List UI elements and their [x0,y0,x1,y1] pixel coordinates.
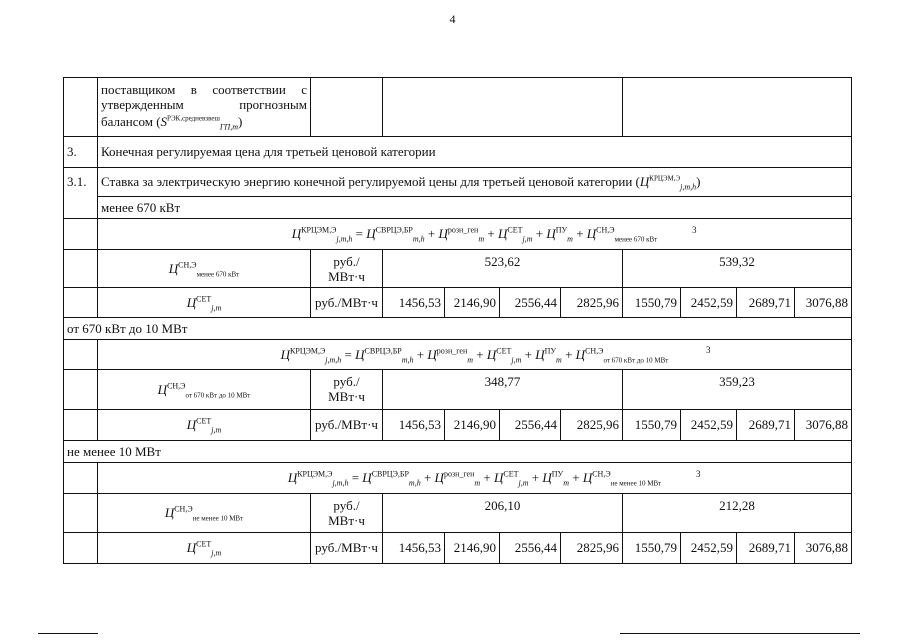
f-sup: СВРЦЭ,БР [375,225,413,235]
set-value: 2146,90 [444,288,499,317]
set-value: 1456,53 [382,533,444,563]
f-sub: j,m [211,548,222,558]
group-title: от 670 кВт до 10 МВт [67,320,188,336]
page-number: 4 [449,12,456,26]
f-sym: Ц [186,540,197,555]
desc-line: утвержденным прогнозным [101,97,307,112]
f-sub: от 670 кВт до 10 МВт [603,356,669,365]
f-sub: j,m,h [336,234,353,244]
f-plus: + [572,470,580,485]
section-number: 3. [67,144,77,159]
section-3-row [64,136,851,167]
formula-row [64,218,851,249]
f-sup: ПУ [544,346,557,356]
f-sym: Ц [355,346,365,362]
sn-rate-symbol [97,494,310,532]
f-sup: СЕТ [196,539,212,549]
unit-line: руб./ [333,254,360,269]
unit-line: МВт·ч [328,513,365,528]
f-sup: розн_ген [447,225,479,235]
f-sym: Ц [157,381,168,397]
f-sub: m,h [408,478,421,488]
unit-cell [310,78,382,136]
num-cell [64,533,97,563]
f-plus: + [416,346,425,362]
set-value: 1456,53 [382,288,444,317]
f-sub: не менее 10 МВт [610,479,662,488]
set-rate-row [64,409,851,440]
set-value: 1550,79 [622,410,680,440]
f-plus: + [524,346,532,362]
f-sub: j,m [211,303,222,313]
set-value: 1550,79 [622,533,680,563]
sn-value-2: 539,32 [622,250,851,287]
f-sym: Ц [582,470,593,485]
f-sym: Ц [168,260,179,276]
price-symbol [640,174,696,190]
f-plus: + [535,226,544,241]
formula-expression [281,347,669,363]
scan-edge-line [620,633,860,634]
formula [97,340,851,369]
f-sym: Ц [542,470,552,485]
num-cell [64,410,97,440]
f-sub: менее 670 кВт [614,235,658,244]
f-sym: Ц [366,226,376,241]
set-value: 2825,96 [560,533,622,563]
set-value: 3076,88 [794,533,851,563]
group-title: менее 670 кВт [98,196,851,219]
f-plus: + [483,470,491,485]
title-text: Ставка за электрическую энергию конечной регулируемой цены для третьей ценовой категории ( [101,174,640,189]
f-sub: m [563,478,569,488]
unit-line: МВт·ч [328,389,365,404]
f-sym: Ц [486,346,497,362]
f-sup: СЕТ [196,416,212,426]
f-plus: + [423,470,432,485]
f-sub: m [467,355,474,365]
section-3-1-title [98,168,851,196]
f-sup: СН,Э [585,346,604,356]
set-value: 2689,71 [736,288,794,317]
f-sub: m [567,234,573,244]
f-sup: розн_ген [436,346,468,356]
formula-row [64,339,851,369]
set-value: 2452,59 [680,533,736,563]
supplier-balance-description [97,78,310,136]
f-sym: Ц [575,346,586,362]
set-rate-symbol [97,533,310,563]
f-sym: Ц [546,226,556,241]
f-sub: менее 670 кВт [196,270,240,279]
value-cell [382,78,622,136]
desc-line: поставщиком в соответствии с [101,82,307,97]
f-plus: + [565,346,573,362]
f-sup: СЕТ [507,225,523,235]
symbol-letter: Ц [639,174,650,189]
footnote-mark: 3 [692,225,697,235]
paren-close: ) [237,114,243,129]
f-sym: Ц [427,346,437,362]
f-sub: m,h [412,234,425,244]
formula [97,219,851,249]
f-sup: СН,Э [167,381,186,391]
f-sup: ПУ [551,469,564,479]
section-3-1-body [97,168,851,218]
f-plus: + [576,226,584,241]
f-plus: + [531,470,540,485]
set-value: 2146,90 [444,533,499,563]
sn-rate-symbol [97,370,310,409]
section-title: Конечная регулируемая цена для третьей ценовой категории [97,137,851,167]
f-plus: + [427,226,436,241]
set-value: 2452,59 [680,288,736,317]
symbol-sub: j,m,h [680,182,697,192]
symbol-letter: S [160,114,168,129]
group-title: не менее 10 МВт [67,443,161,459]
scan-edge-line [38,633,98,634]
f-sym: Ц [494,470,504,485]
f-sup: СЕТ [503,469,519,479]
symbol-sup: РЭК,средневзвеш [167,114,220,123]
unit-cell: руб./МВт·ч [310,533,382,563]
formula [97,463,851,493]
sn-rate-symbol [97,250,310,287]
f-plus: + [476,346,484,362]
set-value: 2556,44 [499,410,560,440]
set-value: 2556,44 [499,533,560,563]
num-cell [64,219,97,249]
sn-value-1: 348,77 [382,370,622,409]
unit-cell: руб./МВт·ч [310,288,382,317]
f-sub: j,m,h [325,355,342,365]
num-cell [64,494,97,532]
sn-rate-row [64,493,851,532]
set-rate-row [64,287,851,317]
num-cell [64,340,97,369]
unit-line: руб./ [333,374,360,389]
f-sym: Ц [186,294,197,310]
unit-cell [310,250,382,287]
f-sup: СЕТ [196,294,212,304]
unit-cell [310,370,382,409]
set-value: 1550,79 [622,288,680,317]
sn-value-1: 523,62 [382,250,622,287]
f-sup: СН,Э [178,260,197,270]
formula-expression [292,226,657,242]
set-value: 2689,71 [736,410,794,440]
f-sym: Ц [586,226,597,241]
f-sym: Ц [535,346,545,362]
group-title-row [64,440,851,462]
f-sup: КРЦЭМ,Э [301,225,337,235]
f-sup: СН,Э [596,225,615,235]
value-cell [622,78,851,136]
set-value: 1456,53 [382,410,444,440]
set-value: 2825,96 [560,410,622,440]
f-sup: КРЦЭМ,Э [290,346,326,356]
symbol-sub: ГП,m [219,122,238,132]
f-sym: Ц [434,470,444,485]
unit-line: руб./ [333,498,360,513]
f-sup: СВРЦЭ,БР [364,346,402,356]
f-sym: Ц [280,346,291,362]
symbol-sup: КРЦЭМ,Э [649,174,681,183]
num-cell [64,370,97,409]
set-value: 2825,96 [560,288,622,317]
unit-cell: руб./МВт·ч [310,410,382,440]
f-sup: розн_ген [443,469,475,479]
f-eq: = [344,346,352,362]
f-eq: = [355,226,363,241]
unit-cell [310,494,382,532]
sn-rate-row [64,249,851,287]
f-sym: Ц [291,226,302,241]
f-sym: Ц [287,470,298,485]
set-value: 2452,59 [680,410,736,440]
sn-value-1: 206,10 [382,494,622,532]
tariff-table [63,77,852,564]
f-sub: j,m [211,425,222,435]
f-sup: СВРЦЭ,БР [371,469,409,479]
set-value: 2689,71 [736,533,794,563]
section-number: 3.1. [67,174,87,189]
f-sub: m,h [401,355,414,365]
f-sub: m [478,234,485,244]
sn-value-2: 359,23 [622,370,851,409]
f-sub: j,m,h [332,478,349,488]
num-cell [64,78,97,136]
f-sup: КРЦЭМ,Э [297,469,333,479]
supplier-balance-row [64,78,851,136]
set-value: 3076,88 [794,288,851,317]
f-sym: Ц [362,470,372,485]
set-rate-row [64,532,851,563]
f-sym: Ц [438,226,448,241]
set-value: 3076,88 [794,410,851,440]
f-sub: j,m [522,234,533,244]
f-sup: СН,Э [174,504,193,514]
f-sym: Ц [497,226,508,241]
f-plus: + [487,226,495,241]
paren-close: ) [696,174,701,189]
f-eq: = [351,470,360,485]
f-sub: не менее 10 МВт [192,514,244,523]
f-sym: Ц [164,505,175,520]
f-sup: СН,Э [592,469,611,479]
set-value: 2556,44 [499,288,560,317]
group-title-row [64,317,851,339]
num-cell [64,463,97,493]
footnote-mark: 3 [706,345,711,355]
desc-line [101,114,307,132]
f-sym: Ц [186,417,197,432]
sn-value-2: 212,28 [622,494,851,532]
f-sub: от 670 кВт до 10 МВт [185,391,251,400]
f-sub: j,m [511,355,522,365]
set-rate-symbol [97,288,310,317]
f-sub: m [474,478,481,488]
sn-rate-row [64,369,851,409]
footnote-mark: 3 [696,469,701,479]
num-cell [64,250,97,287]
formula-row [64,462,851,493]
f-sub: m [556,355,562,365]
num-cell [64,288,97,317]
section-3-1-row [64,167,851,218]
f-sup: СЕТ [496,346,512,356]
desc-text: балансом ( [101,114,161,129]
f-sub: j,m [518,478,529,488]
formula-expression [288,470,661,486]
set-value: 2146,90 [444,410,499,440]
balance-symbol [160,114,238,132]
unit-line: МВт·ч [328,269,365,284]
f-sup: ПУ [555,225,568,235]
set-rate-symbol [97,410,310,440]
